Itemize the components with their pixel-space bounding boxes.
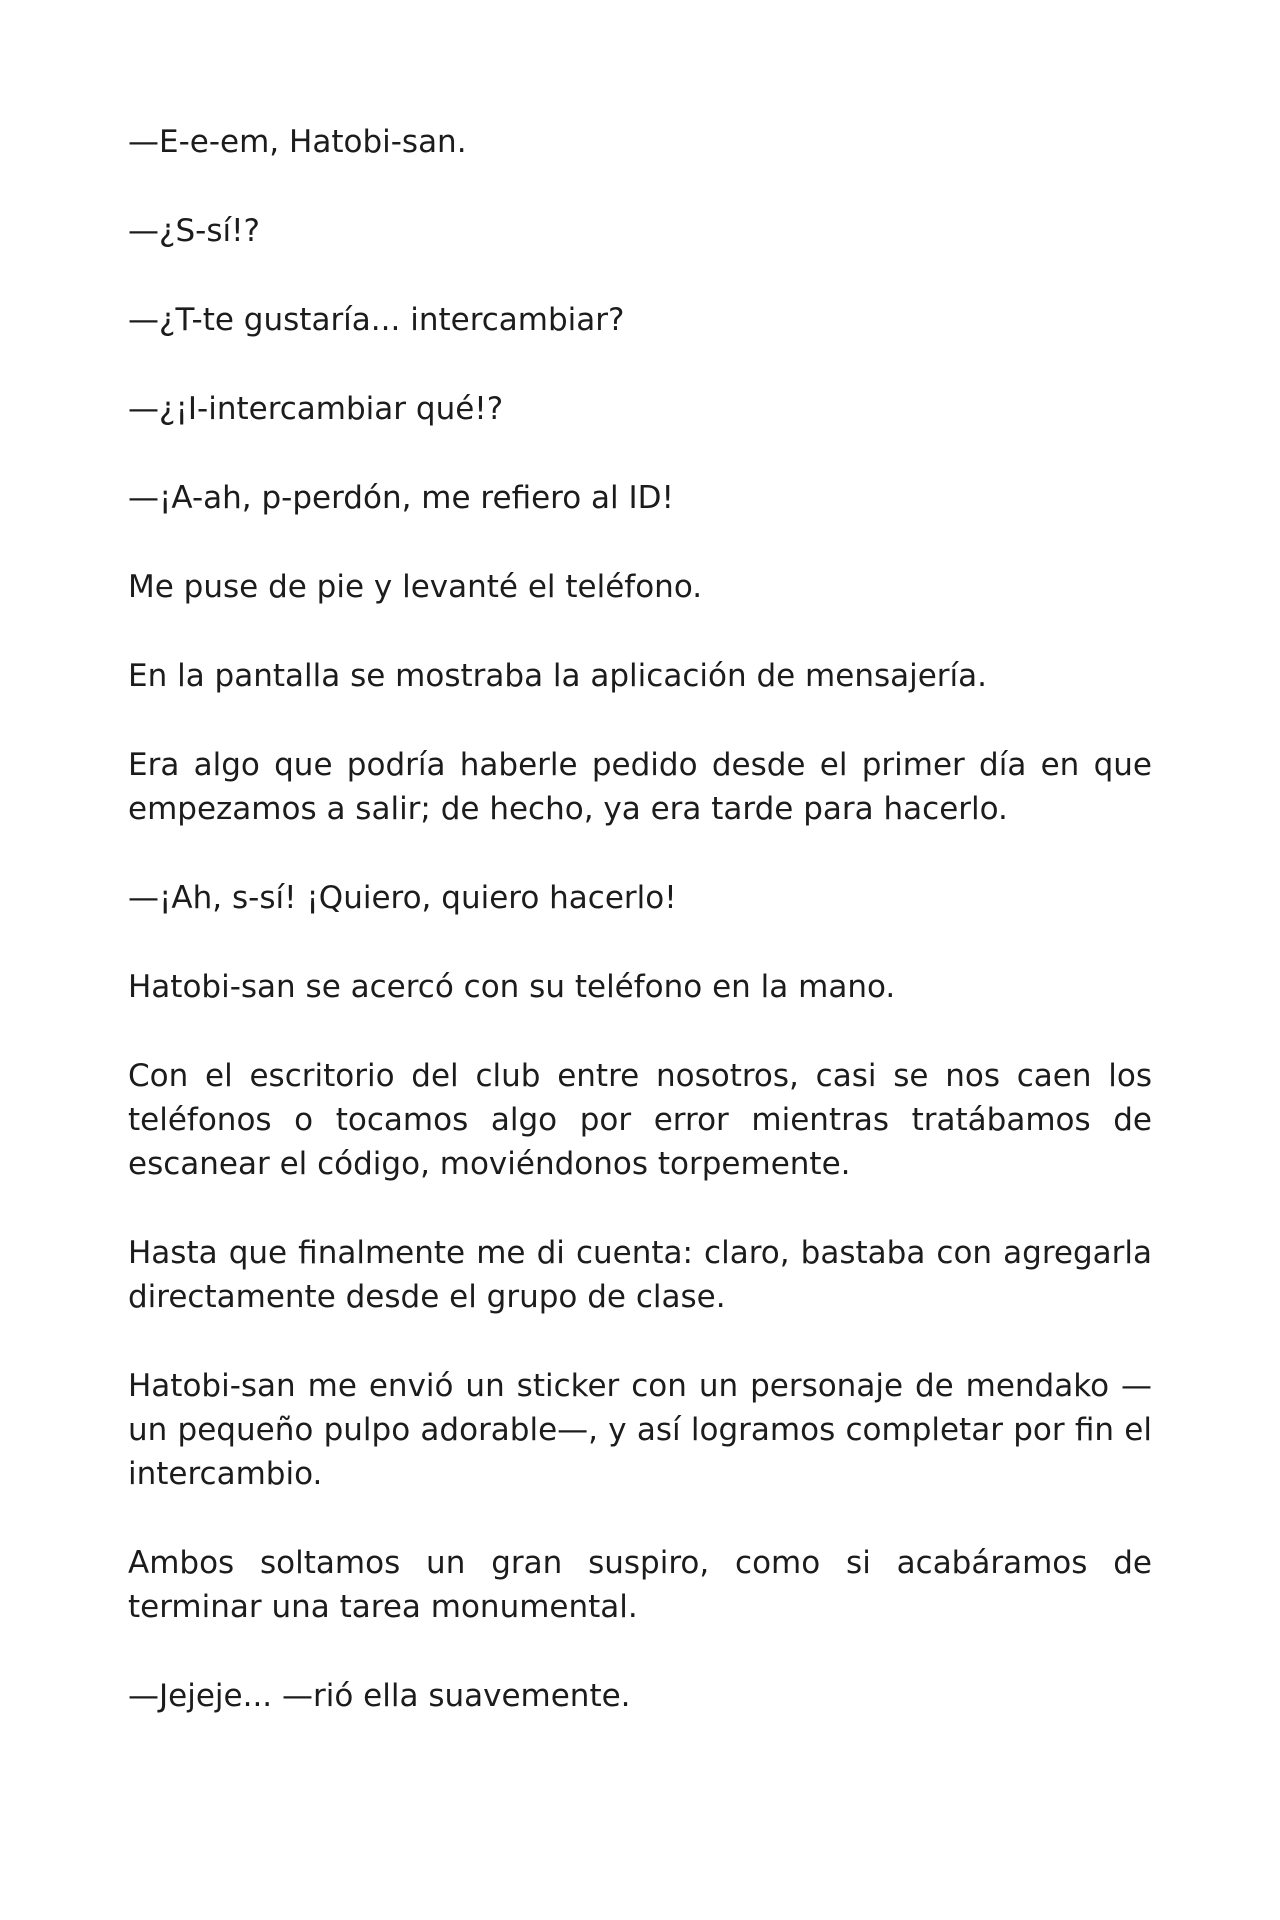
paragraph-12: Hasta que finalmente me di cuenta: claro, bastaba con agregarla directamente desde el grupo de clase. [128,1235,1152,1315]
paragraph-15: —Jejeje... —rió ella suavemente. [128,1678,631,1714]
paragraph-7: En la pantalla se mostraba la aplicación de mensajería. [128,658,988,694]
paragraph-5: —¡A-ah, p-perdón, me refiero al ID! [128,480,674,516]
paragraph-9: —¡Ah, s-sí! ¡Quiero, quiero hacerlo! [128,880,677,916]
document-page [128,120,1152,1763]
paragraph-13: Hatobi-san me envió un sticker con un personaje de mendako —un pequeño pulpo adorable—, y así logramos completar por fin el intercambio. [128,1368,1152,1492]
paragraph-1: —E-e-em, Hatobi-san. [128,124,467,160]
paragraph-2: —¿S-sí!? [128,213,260,249]
paragraph-3: —¿T-te gustaría... intercambiar? [128,302,625,338]
paragraph-4: —¿¡I-intercambiar qué!? [128,391,504,427]
paragraph-10: Hatobi-san se acercó con su teléfono en la mano. [128,969,896,1005]
paragraph-6: Me puse de pie y levanté el teléfono. [128,569,703,605]
paragraph-14: Ambos soltamos un gran suspiro, como si acabáramos de terminar una tarea monumental. [128,1545,1152,1625]
paragraph-11: Con el escritorio del club entre nosotros, casi se nos caen los teléfonos o tocamos algo por error mientras tratábamos de escanear el código, moviéndonos torpemente. [128,1058,1152,1182]
paragraph-8: Era algo que podría haberle pedido desde el primer día en que empezamos a salir; de hecho, ya era tarde para hacerlo. [128,747,1152,827]
